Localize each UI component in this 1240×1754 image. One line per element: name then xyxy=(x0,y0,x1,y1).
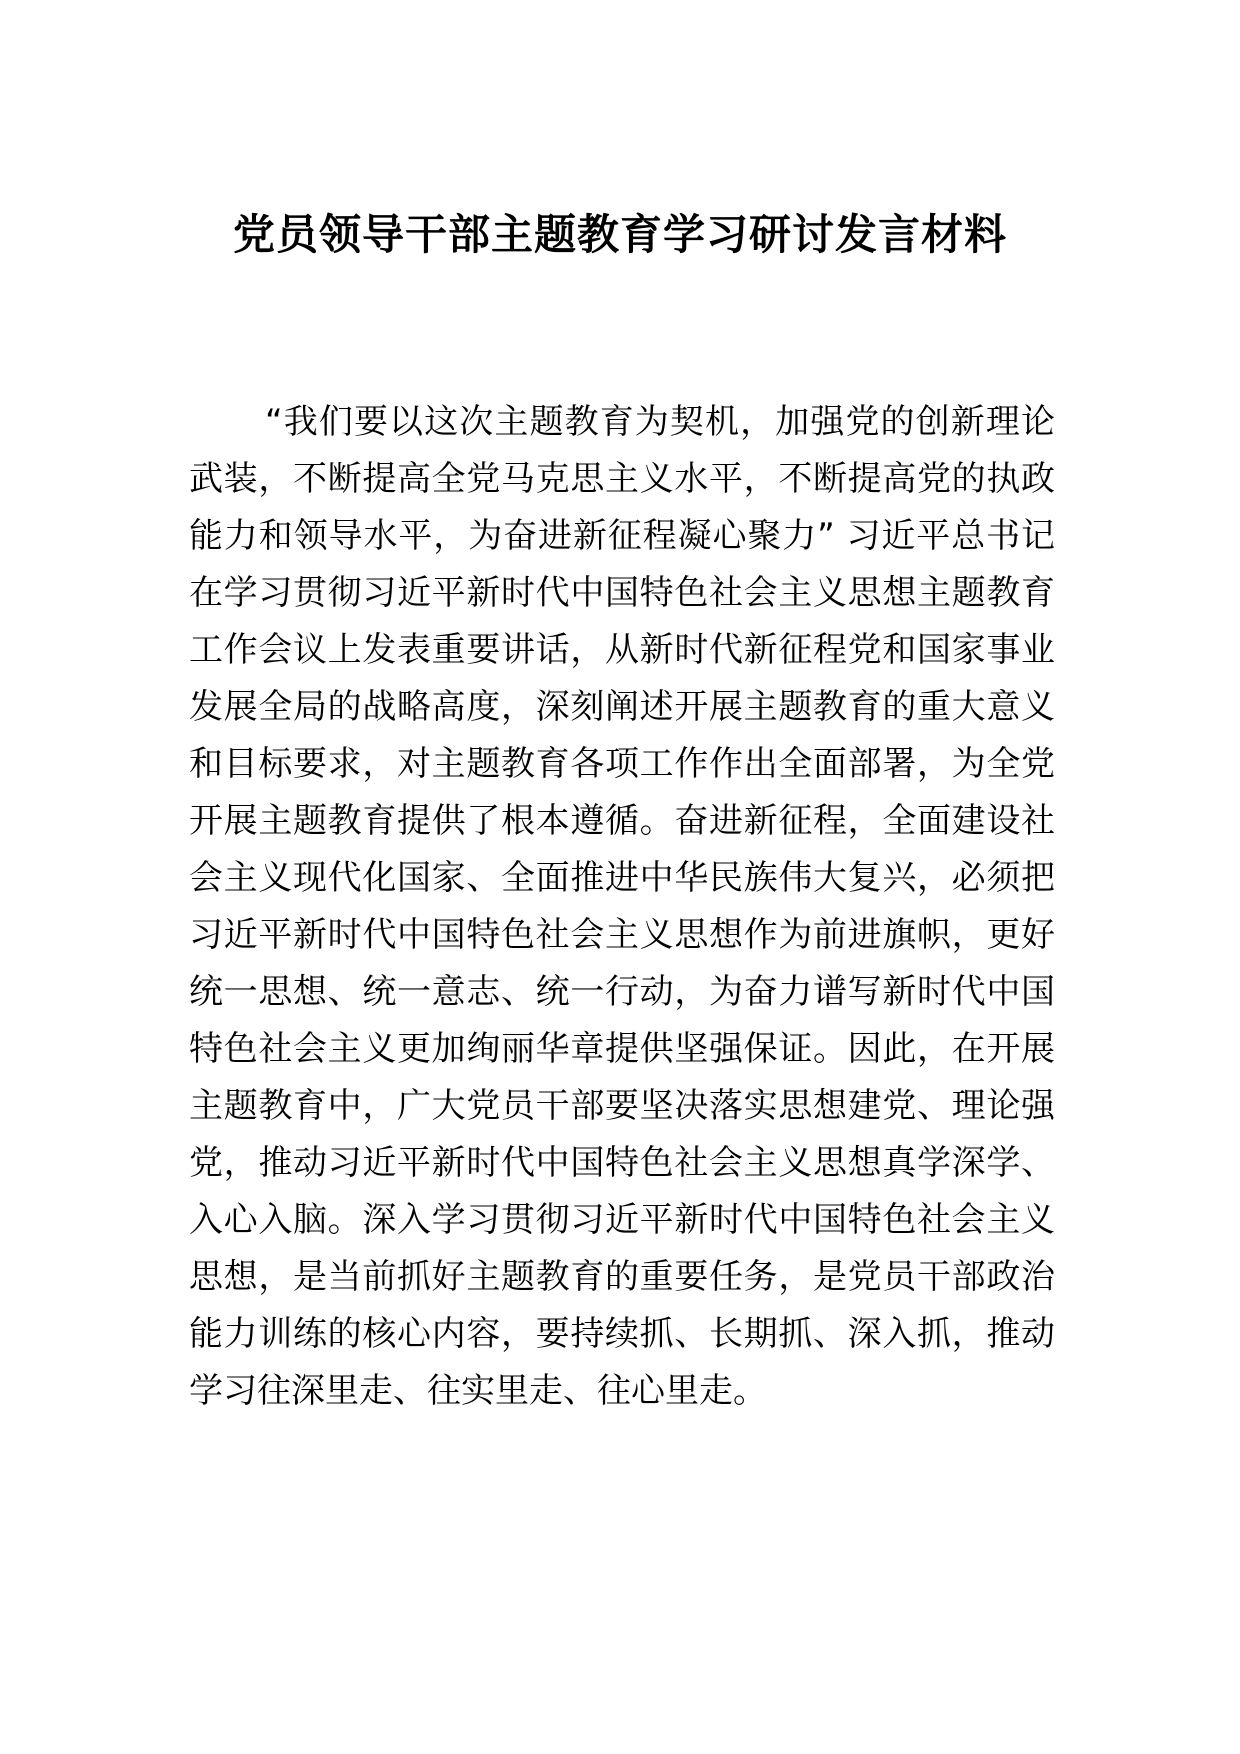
body-line: 能力和领导水平，为奋进新征程凝心聚力” 习近平总书记 xyxy=(189,516,1055,556)
body-line: 党，推动习近平新时代中国特色社会主义思想真学深学、 xyxy=(189,1143,1055,1183)
body-line: 工作会议上发表重要讲话，从新时代新征程党和国家事业 xyxy=(189,630,1055,670)
body-line: 特色社会主义更加绚丽华章提供坚强保证。因此，在开展 xyxy=(189,1029,1055,1069)
body-line: 能力训练的核心内容，要持续抓、长期抓、深入抓，推动 xyxy=(189,1314,1055,1354)
body-line: 和目标要求，对主题教育各项工作作出全面部署，为全党 xyxy=(189,744,1055,784)
body-line: 开展主题教育提供了根本遵循。奋进新征程，全面建设社 xyxy=(189,801,1055,841)
body-line: 思想，是当前抓好主题教育的重要任务，是党员干部政治 xyxy=(189,1257,1055,1297)
body-line: “我们要以这次主题教育为契机，加强党的创新理论 xyxy=(265,402,1055,442)
body-line: 会主义现代化国家、全面推进中华民族伟大复兴，必须把 xyxy=(189,858,1055,898)
body-line: 发展全局的战略高度，深刻阐述开展主题教育的重大意义 xyxy=(189,687,1055,727)
document-title: 党员领导干部主题教育学习研讨发言材料 xyxy=(232,210,1007,259)
body-line: 习近平新时代中国特色社会主义思想作为前进旗帜，更好 xyxy=(189,915,1055,955)
body-line: 统一思想、统一意志、统一行动，为奋力谱写新时代中国 xyxy=(189,972,1055,1012)
body-line: 在学习贯彻习近平新时代中国特色社会主义思想主题教育 xyxy=(189,573,1055,613)
body-line: 学习往深里走、往实里走、往心里走。 xyxy=(189,1371,767,1411)
body-line: 入心入脑。深入学习贯彻习近平新时代中国特色社会主义 xyxy=(189,1200,1055,1240)
body-line: 武装，不断提高全党马克思主义水平，不断提高党的执政 xyxy=(189,459,1055,499)
body-line: 主题教育中，广大党员干部要坚决落实思想建党、理论强 xyxy=(189,1086,1055,1126)
